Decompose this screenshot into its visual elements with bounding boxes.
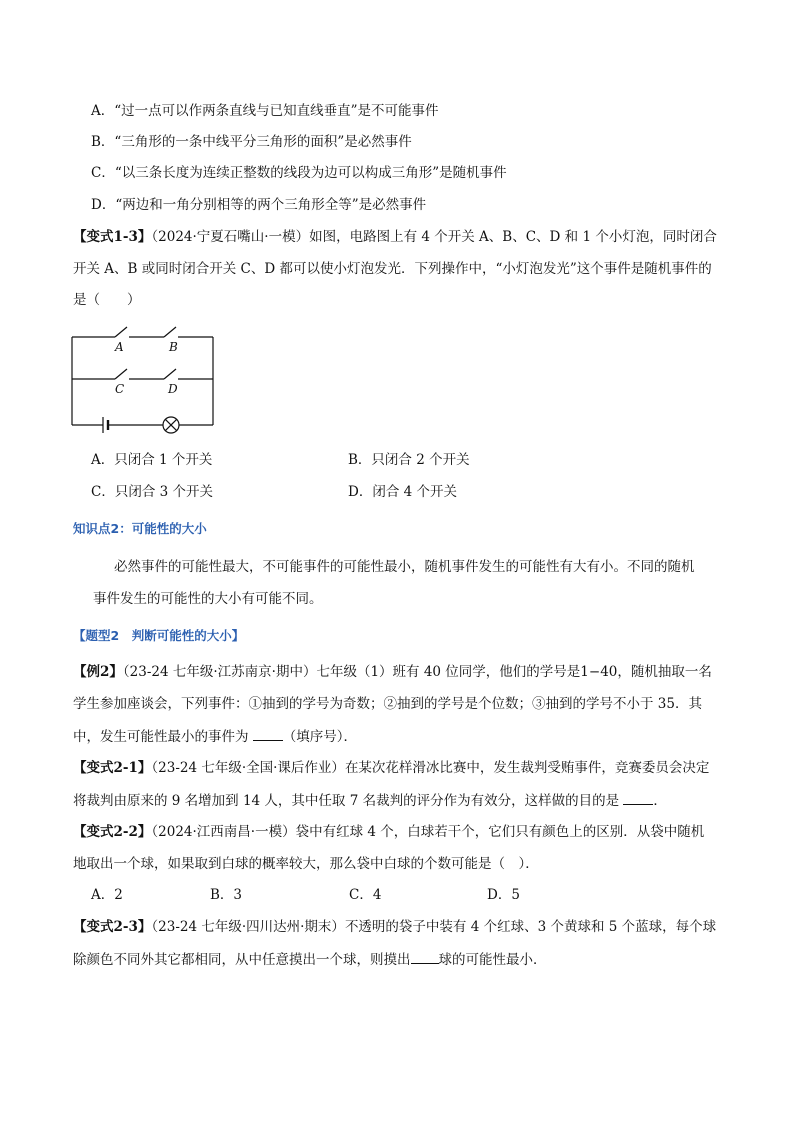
option-a: A．只闭合 1 个开关 <box>91 452 213 468</box>
option-c: C．只闭合 3 个开关 <box>91 484 214 500</box>
variant-2-3-line1 <box>73 917 716 937</box>
switch-b-label: B <box>169 340 178 354</box>
example-2-line3 <box>73 726 357 747</box>
option-d: D．5 <box>487 887 520 903</box>
variant-text: 将裁判由原来的 9 名增加到 14 人，其中任取 7 名裁判的评分作为有效分，这样做的目的是 <box>73 793 620 809</box>
option-a: A．“过一点可以作两条直线与已知直线垂直”是不可能事件 <box>91 103 439 119</box>
option-c: C．4 <box>349 887 382 903</box>
variant-text: 球的可能性最小． <box>438 952 547 968</box>
variant-2-2-line2: 地取出一个球，如果取到白球的概率较大，那么袋中白球的个数可能是（ ）． <box>73 856 539 872</box>
question-type-heading: 【题型2 判断可能性的大小】 <box>73 628 245 643</box>
variant-text: 如图，电路图上有 4 个开关 A、B、C、D 和 1 个小灯泡，同时闭合 <box>309 229 717 245</box>
option-b: B．“三角形的一条中线平分三角形的面积”是必然事件 <box>91 134 412 150</box>
example-text: 中，发生可能性最小的事件为 <box>73 729 249 745</box>
variant-1-3-line2: 开关 A、B 或同时闭合开关 C、D 都可以使小灯泡发光．下列操作中，“小灯泡发光”这个事件是随机事件的 <box>73 261 712 277</box>
variant-2-1-line1 <box>73 758 709 778</box>
example-source: （23-24 七年级·江苏南京·期中） <box>122 664 317 680</box>
answer-blank[interactable] <box>411 949 439 964</box>
variant-text: 袋中有红球 4 个，白球若干个，它们只有颜色上的区别．从袋中随机 <box>295 824 705 840</box>
option-c: C．“以三条长度为连续正整数的线段为边可以构成三角形”是随机事件 <box>91 165 507 181</box>
variant-1-3-line1 <box>73 227 717 247</box>
variant-tag: 【变式2-2】 <box>73 824 152 840</box>
switch-c-label: C <box>115 382 125 396</box>
answer-blank[interactable] <box>253 726 283 741</box>
switch-a-label: A <box>115 340 124 354</box>
switch-d-label: D <box>168 382 178 396</box>
variant-tag: 【变式1-3】 <box>73 229 152 245</box>
variant-source: （23-24 七年级·全国·课后作业） <box>151 760 345 776</box>
variant-2-2-line1 <box>73 822 704 842</box>
example-text: 七年级（1）班有 40 位同学，他们的学号是1−40，随机抽取一名 <box>316 664 712 680</box>
variant-2-1-line2 <box>73 790 667 811</box>
variant-2-3-line2 <box>73 949 547 970</box>
example-text: （填序号）． <box>282 729 358 745</box>
variant-1-3-line3: 是（ ） <box>73 292 141 308</box>
variant-tag: 【变式2-1】 <box>73 760 152 776</box>
variant-source: （2024·江西南昌·一模） <box>151 824 296 840</box>
option-d: D．闭合 4 个开关 <box>348 484 457 500</box>
variant-tag: 【变式2-3】 <box>73 919 152 935</box>
variant-text: 不透明的袋子中装有 4 个红球、3 个黄球和 5 个蓝球，每个球 <box>344 919 717 935</box>
answer-blank[interactable] <box>623 790 653 805</box>
example-2-line1 <box>73 662 712 682</box>
circuit-diagram <box>66 325 218 437</box>
knowledge-paragraph-line2: 事件发生的可能性的大小有可能不同。 <box>93 591 323 607</box>
variant-source: （23-24 七年级·四川达州·期末） <box>151 919 345 935</box>
example-tag: 【例2】 <box>73 664 123 680</box>
variant-text: 除颜色不同外其它都相同，从中任意摸出一个球，则摸出 <box>73 952 411 968</box>
example-2-line2: 学生参加座谈会，下列事件：①抽到的学号为奇数；②抽到的学号是个位数；③抽到的学号不小于 35．其 <box>73 696 702 712</box>
variant-text: ． <box>653 793 667 809</box>
option-b: B．3 <box>210 887 243 903</box>
variant-source: （2024·宁夏石嘴山·一模） <box>151 229 310 245</box>
option-b: B．只闭合 2 个开关 <box>348 452 470 468</box>
knowledge-paragraph-line1: 必然事件的可能性最大，不可能事件的可能性最小，随机事件发生的可能性有大有小。不同的随机 <box>114 559 695 575</box>
variant-text: 在某次花样滑冰比赛中，发生裁判受贿事件，竞赛委员会决定 <box>344 760 710 776</box>
knowledge-point-heading: 知识点2：可能性的大小 <box>73 521 207 536</box>
option-d: D．“两边和一角分别相等的两个三角形全等”是必然事件 <box>91 197 427 213</box>
option-a: A．2 <box>91 887 123 903</box>
